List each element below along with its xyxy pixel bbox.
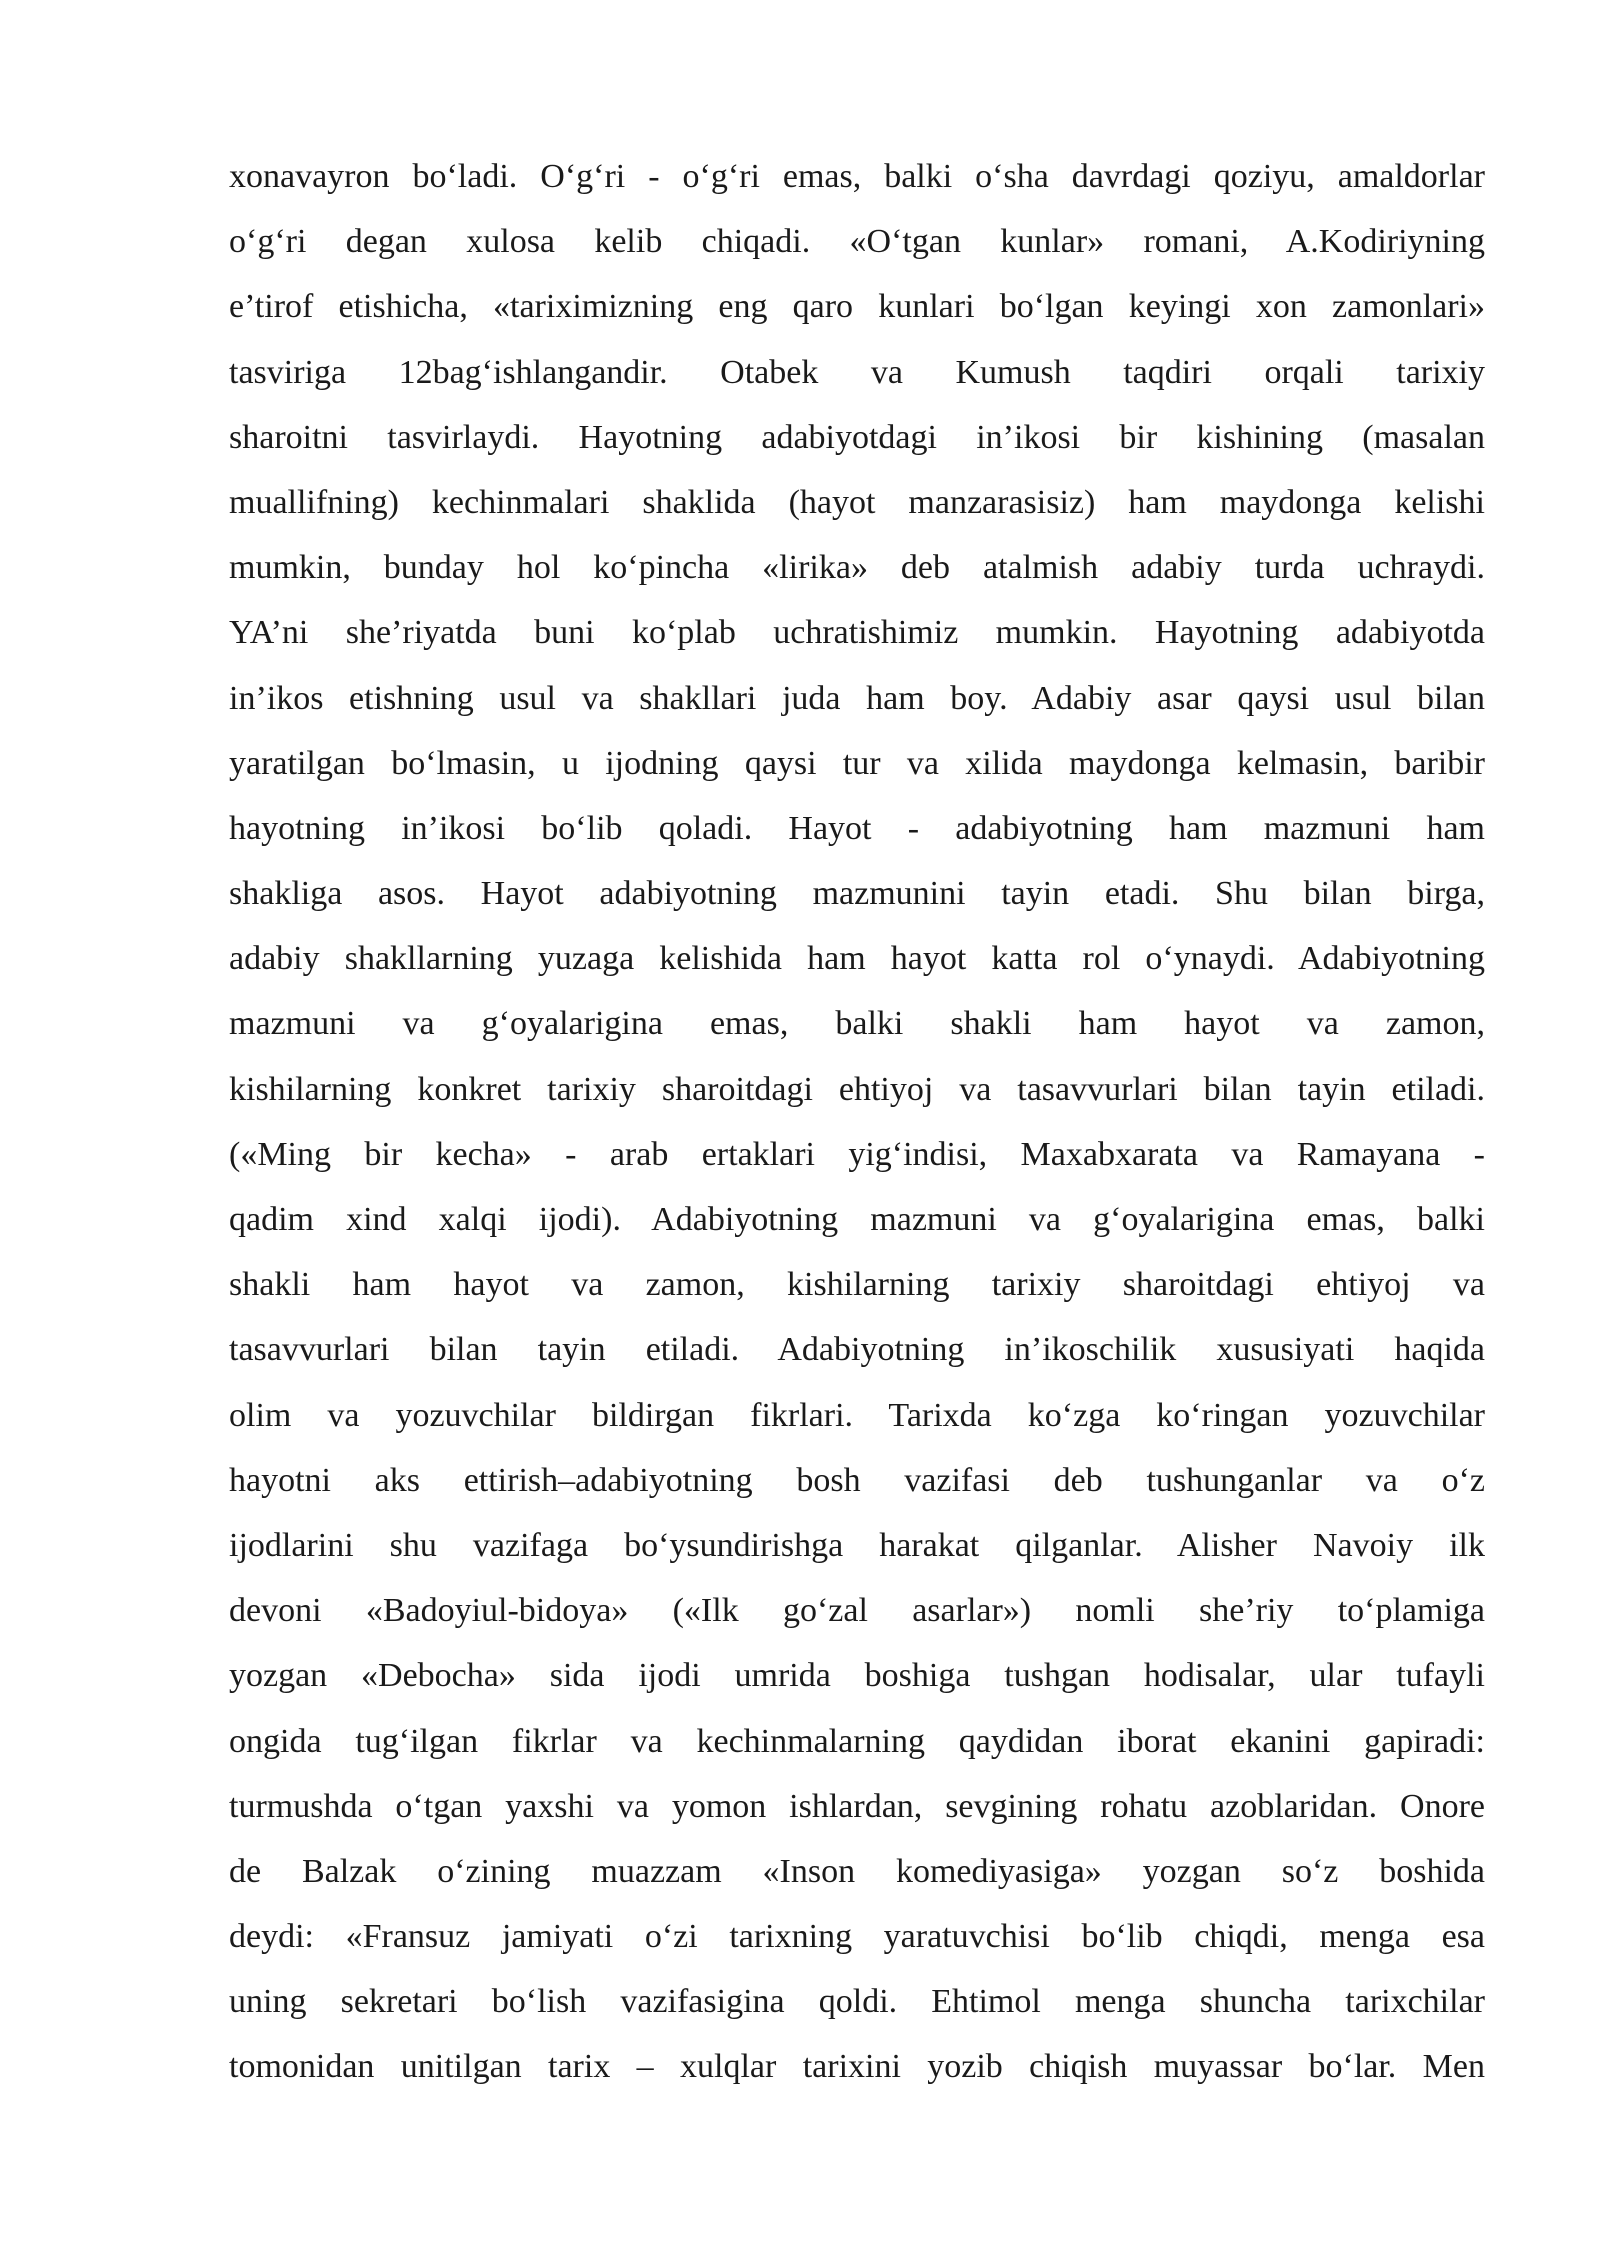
text-line: xonavayron bo‘ladi. O‘g‘ri - o‘g‘ri emas, balki o‘sha davrdagi qoziyu, amaldorlar: [229, 158, 1485, 195]
text-line: tasviriga 12bag‘ishlangandir. Otabek va Kumush taqdiri orqali tarixiy: [229, 353, 1485, 391]
text-line: muallifning) kechinmalari shaklida (hayot manzarasisiz) ham maydonga kelishi: [229, 483, 1485, 521]
text-line: deydi: «Fransuz jamiyati o‘zi tarixning yaratuvchisi bo‘lib chiqdi, menga esa: [229, 1918, 1485, 1956]
text-line: sharoitni tasvirlaydi. Hayotning adabiyotdagi in’ikosi bir kishining (masalan: [229, 418, 1485, 456]
text-line: de Balzak o‘zining muazzam «Inson komediyasiga» yozgan so‘z boshida: [229, 1852, 1485, 1890]
text-line: olim va yozuvchilar bildirgan fikrlari. Tarixda ko‘zga ko‘ringan yozuvchilar: [229, 1396, 1485, 1434]
text-line: kishilarning konkret tarixiy sharoitdagi ehtiyoj va tasavvurlari bilan tayin etiladi.: [229, 1070, 1485, 1108]
text-line: yozgan «Debocha» sida ijodi umrida boshiga tushgan hodisalar, ular tufayli: [229, 1657, 1485, 1695]
text-line: tomonidan unitilgan tarix – xulqlar tarixini yozib chiqish muyassar bo‘lar. Men: [229, 2048, 1485, 2086]
text-line: («Ming bir kecha» - arab ertaklari yig‘indisi, Maxabxarata va Ramayana -: [229, 1135, 1485, 1173]
text-line: mazmuni va g‘oyalarigina emas, balki shakli ham hayot va zamon,: [229, 1005, 1485, 1043]
text-line: e’tirof etishicha, «tariximizning eng qaro kunlari bo‘lgan keyingi xon zamonlari»: [229, 288, 1485, 326]
text-line: adabiy shakllarning yuzaga kelishida ham hayot katta rol o‘ynaydi. Adabiyotning: [229, 940, 1485, 978]
text-line: turmushda o‘tgan yaxshi va yomon ishlardan, sevgining rohatu azoblaridan. Onore: [229, 1787, 1485, 1825]
text-line: yaratilgan bo‘lmasin, u ijodning qaysi tur va xilida maydonga kelmasin, baribir: [229, 744, 1485, 782]
text-line: devoni «Badoyiul-bidoya» («Ilk go‘zal asarlar») nomli she’riy to‘plamiga: [229, 1592, 1485, 1630]
text-line: in’ikos etishning usul va shakllari juda ham boy. Adabiy asar qaysi usul bilan: [229, 679, 1485, 717]
body-paragraph: [229, 152, 1485, 2108]
text-line: o‘g‘ri degan xulosa kelib chiqadi. «O‘tgan kunlar» romani, A.Kodiriyning: [229, 223, 1485, 261]
text-line: uning sekretari bo‘lish vazifasigina qoldi. Ehtimol menga shuncha tarixchilar: [229, 1983, 1485, 2021]
text-line: tasavvurlari bilan tayin etiladi. Adabiyotning in’ikoschilik xususiyati haqida: [229, 1331, 1485, 1369]
text-line: mumkin, bunday hol ko‘pincha «lirika» deb atalmish adabiy turda uchraydi.: [229, 549, 1485, 587]
text-line: shakli ham hayot va zamon, kishilarning tarixiy sharoitdagi ehtiyoj va: [229, 1266, 1485, 1304]
text-line: hayotni aks ettirish–adabiyotning bosh vazifasi deb tushunganlar va o‘z: [229, 1461, 1485, 1499]
text-line: shakliga asos. Hayot adabiyotning mazmunini tayin etadi. Shu bilan birga,: [229, 875, 1485, 913]
text-line: hayotning in’ikosi bo‘lib qoladi. Hayot - adabiyotning ham mazmuni ham: [229, 809, 1485, 847]
text-line: YA’ni she’riyatda buni ko‘plab uchratishimiz mumkin. Hayotning adabiyotda: [229, 614, 1485, 652]
text-line: ongida tug‘ilgan fikrlar va kechinmalarning qaydidan iborat ekanini gapiradi:: [229, 1722, 1485, 1760]
text-line: ijodlarini shu vazifaga bo‘ysundirishga harakat qilganlar. Alisher Navoiy ilk: [229, 1526, 1485, 1564]
text-line: qadim xind xalqi ijodi). Adabiyotning mazmuni va g‘oyalarigina emas, balki: [229, 1201, 1485, 1238]
